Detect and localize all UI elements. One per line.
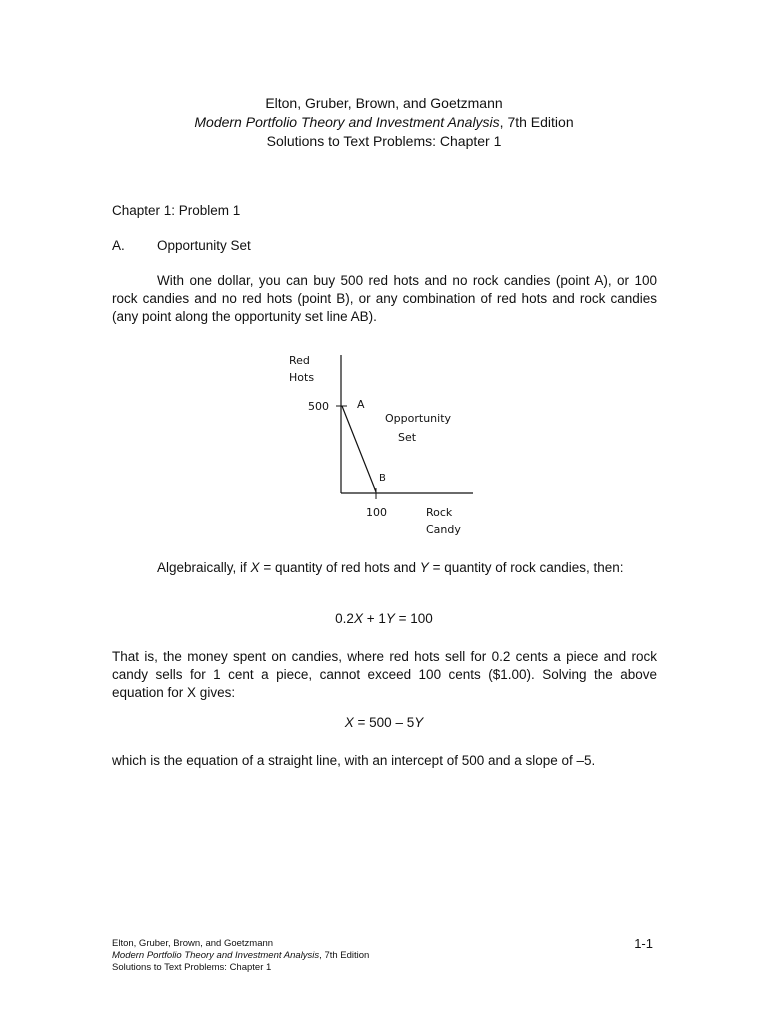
x-axis-label-line1: Rock (426, 506, 453, 519)
var-x: X (250, 560, 260, 575)
paragraph-opportunity: With one dollar, you can buy 500 red hots and no rock candies (point A), or 100 rock candies and no red hots (point B), or any combination of red hots and rock candies (any point along the opportunity set line AB). (112, 273, 657, 324)
eq2-mid: = 500 – 5 (353, 715, 415, 730)
paragraph-conclusion: which is the equation of a straight line, with an intercept of 500 and a slope of –5. (112, 753, 596, 768)
footer-solutions: Solutions to Text Problems: Chapter 1 (112, 962, 272, 973)
point-a-label: A (357, 398, 365, 411)
eq2-x: X (344, 715, 354, 730)
book-edition: , 7th Edition (499, 114, 574, 130)
equation-budget (0, 611, 768, 626)
section-letter: A. (112, 238, 125, 253)
footer-book-title: Modern Portfolio Theory and Investment Analysis (112, 950, 320, 961)
eq1-y: Y (385, 611, 395, 626)
problem-title: Chapter 1: Problem 1 (112, 203, 241, 218)
eq1-coef: 0.2 (335, 611, 354, 626)
section-title: Opportunity Set (157, 238, 251, 253)
eq1-mid: + 1 (362, 611, 386, 626)
page-number: 1-1 (634, 936, 653, 951)
paragraph-explanation: That is, the money spent on candies, where red hots sell for 0.2 cents a piece and rock candy sells for 1 cent a piece, cannot exceed 100 cents ($1.00). Solving the above equation for X gives: (112, 649, 657, 700)
x-axis-label-line2: Candy (426, 523, 461, 536)
solutions-line: Solutions to Text Problems: Chapter 1 (266, 133, 502, 149)
book-title: Modern Portfolio Theory and Investment Analysis (194, 114, 500, 130)
point-b-label: B (379, 473, 386, 484)
document-footer (112, 938, 369, 974)
x-tick-label: 100 (366, 506, 387, 519)
y-tick-label: 500 (308, 400, 329, 413)
document-header (0, 94, 768, 151)
eq2-y: Y (414, 715, 424, 730)
algebra-text-1: Algebraically, if (157, 560, 251, 575)
opportunity-set-graph (280, 345, 490, 545)
var-y: Y (419, 560, 429, 575)
eq1-rhs: = 100 (394, 611, 433, 626)
annotation-line2: Set (398, 431, 417, 444)
footer-book-edition: , 7th Edition (319, 950, 370, 961)
equation-solved (0, 715, 768, 730)
annotation-line1: Opportunity (385, 412, 452, 425)
footer-book-line (112, 950, 369, 962)
book-title-line (0, 113, 768, 132)
paragraph-algebra (112, 559, 657, 577)
y-axis-label-line1: Red (289, 354, 310, 367)
footer-authors: Elton, Gruber, Brown, and Goetzmann (112, 938, 274, 949)
y-axis-label-line2: Hots (289, 371, 315, 384)
eq1-x: X (353, 611, 363, 626)
opportunity-set-line (342, 406, 376, 492)
authors-line: Elton, Gruber, Brown, and Goetzmann (265, 95, 503, 111)
algebra-text-3: = quantity of rock candies, then: (428, 560, 624, 575)
algebra-text-2: = quantity of red hots and (259, 560, 420, 575)
